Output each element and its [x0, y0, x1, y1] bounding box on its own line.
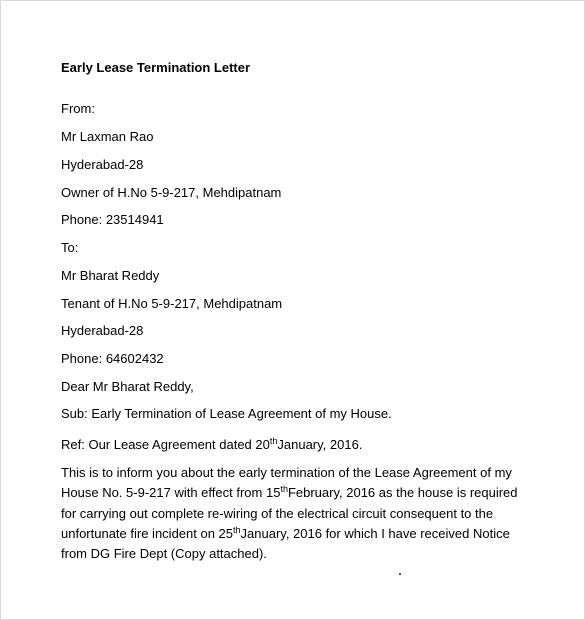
sender-phone: Phone: 23514941 — [61, 212, 164, 227]
body-line-2-ordinal: th — [280, 484, 288, 495]
salutation: Dear Mr Bharat Reddy, — [61, 379, 194, 394]
recipient-role: Tenant of H.No 5-9-217, Mehdipatnam — [61, 296, 283, 311]
reference-line — [61, 437, 362, 453]
letter-title: Early Lease Termination Letter — [61, 60, 251, 75]
body-line-1: This is to inform you about the early termination of the Lease Agreement of my — [61, 465, 512, 480]
body-line-2-text: House No. 5-9-217 with effect from 15 — [61, 485, 281, 501]
sender-role: Owner of H.No 5-9-217, Mehdipatnam — [61, 185, 282, 200]
from-label: From: — [61, 101, 95, 116]
body-line-2-rest: February, 2016 as the house is required — [287, 485, 518, 501]
reference-text: Ref: Our Lease Agreement dated 20 — [61, 437, 270, 452]
body-line-4-rest: January, 2016 for which I have received Notice — [240, 525, 510, 541]
sender-name: Mr Laxman Rao — [61, 129, 154, 144]
body-line-4 — [61, 524, 531, 544]
reference-ordinal: th — [269, 436, 278, 446]
sender-city: Hyderabad-28 — [61, 157, 144, 172]
recipient-city: Hyderabad-28 — [61, 323, 144, 338]
recipient-name: Mr Bharat Reddy — [61, 268, 160, 283]
body-line-4-ordinal: th — [233, 524, 241, 535]
subject-line: Sub: Early Termination of Lease Agreement of my House. — [61, 406, 392, 421]
body-paragraph — [61, 463, 531, 564]
body-line-5: from DG Fire Dept (Copy attached). — [61, 546, 267, 562]
stray-mark — [399, 573, 401, 575]
body-line-3: for carrying out complete re-wiring of the electrical circuit consequent to the — [61, 505, 494, 521]
to-label: To: — [61, 240, 79, 255]
recipient-phone: Phone: 64602432 — [61, 351, 164, 366]
body-line-2 — [61, 483, 531, 503]
body-line-4-text: unfortunate fire incident on 25 — [61, 525, 234, 541]
reference-date: January, 2016. — [277, 437, 363, 452]
